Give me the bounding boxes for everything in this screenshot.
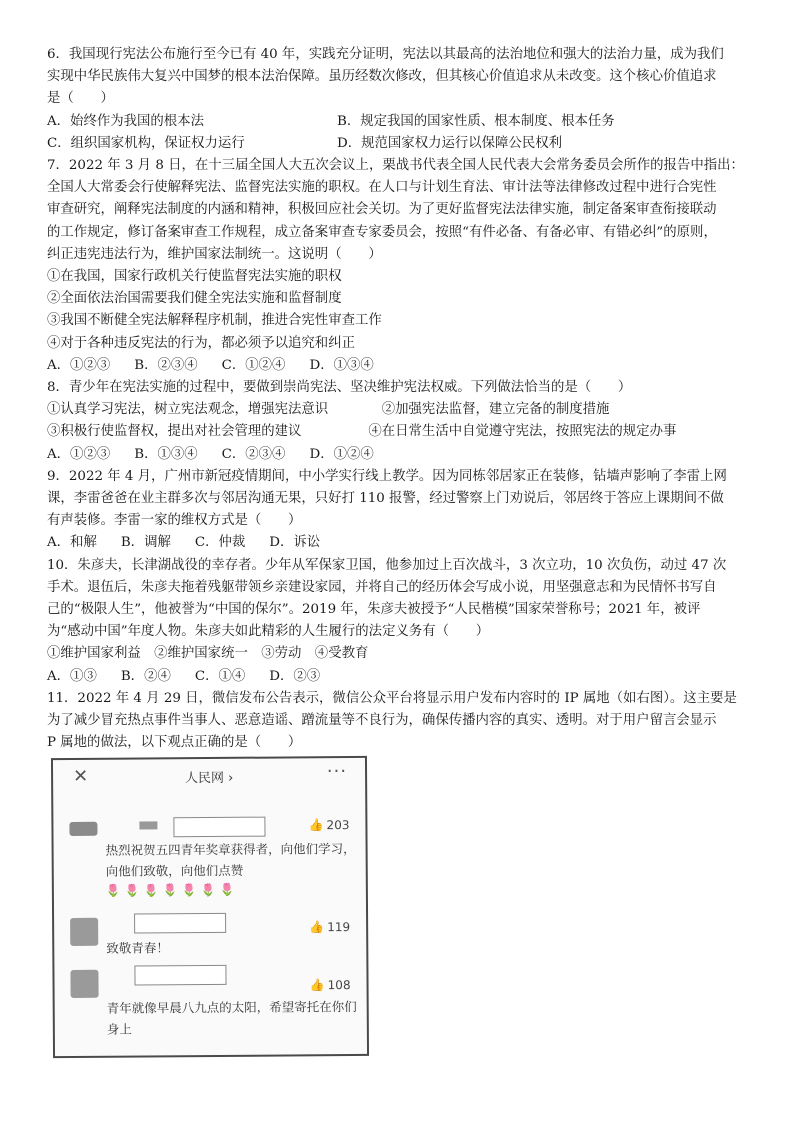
q6-line-1: 6．我国现行宪法公布施行至今已有 40 年，实践充分证明，宪法以其最高的法治地位和强大的法治力量，成为我们: [47, 47, 724, 62]
q7-line-4: 的工作规定，修订备案审查工作规程，成立备案审查专家委员会，按照“有件必备、有备必审、有错必纠”的原则，: [47, 224, 717, 240]
username-redacted: [134, 965, 226, 986]
q7-option-b: B．②③④: [134, 357, 198, 373]
q8-statements-1: ①认真学习宪法，树立宪法观念，增强宪法意识 ②加强宪法监督，建立完备的制度措施: [47, 402, 610, 418]
screenshot-title: 人民网 ›: [184, 770, 234, 787]
q9-line-3: 有声装修。李雷一家的维权方式是（ ）: [47, 513, 302, 529]
q9-option-d: D．诉讼: [269, 535, 321, 551]
q7-statement-4: ④对于各种违反宪法的行为，都必须予以追究和纠正: [47, 335, 355, 351]
comment-text: 热烈祝贺五四青年奖章获得者，向他们学习，向他们致敬，向他们点赞: [105, 840, 356, 879]
avatar: [69, 822, 97, 836]
q10-options: [47, 666, 759, 688]
q10-line-1: 10．朱彦夫，长津湖战役的幸存者。少年从军保家卫国，他参加过上百次战斗，3 次立功，10 次负伤，动过 47 次: [47, 557, 727, 573]
q9-options: [47, 532, 759, 554]
q6-option-b: B．规定我国的国家性质、根本制度、根本任务: [337, 113, 615, 129]
q7-options: [47, 355, 759, 377]
q7-statement-3: ③我国不断健全宪法解释程序机制，推进合宪性审查工作: [47, 313, 382, 329]
q6-options-row-2: [47, 133, 759, 155]
q11-line-2: 为了减少冒充热点事件当事人、恶意造谣、蹭流量等不良行为，确保传播内容的真实、透明。对于用户留言会显示: [47, 713, 717, 729]
q6-options-row-1: [47, 111, 759, 133]
q10-option-c: C．①④: [194, 668, 246, 684]
avatar: [70, 970, 98, 998]
comment-2: [54, 916, 366, 956]
q7-line-3: 审查研究，阐释宪法制度的内涵和精神，积极回应社会关切。为了更好监督宪法法律实施，制定备案审查衔接联动: [47, 202, 717, 218]
q8-options: [47, 444, 759, 466]
q6-line-3: 是（ ）: [47, 91, 114, 107]
thumb-up-icon: 👍: [308, 818, 324, 833]
q10-line-2: 手术。退伍后，朱彦夫拖着残躯带领乡亲建设家园，并将自己的经历体会写成小说，用坚强意志和为民情怀书写自: [47, 579, 717, 595]
username-redacted: [139, 821, 157, 829]
q10-option-d: D．②③: [269, 668, 321, 684]
q8-option-a: A．①②③: [47, 446, 111, 462]
q7-option-a: A．①②③: [47, 357, 111, 373]
q8-option-c: C．②③④: [221, 446, 286, 462]
q10-statements: ①维护国家利益 ②维护国家统一 ③劳动 ④受教育: [47, 646, 369, 662]
q8-option-d: D．①②④: [309, 446, 374, 462]
q11-line-1: 11．2022 年 4 月 29 日，微信发布公告表示，微信公众平台将显示用户发布内容时的 IP 属地（如右图）。这主要是: [47, 690, 737, 706]
thumb-up-icon: 👍: [309, 978, 325, 993]
like-count: 👍 203: [308, 818, 350, 833]
q8-statements-2: ③积极行使监督权，提出对社会管理的建议 ④在日常生活中自觉遵守宪法，按照宪法的规定办事: [47, 424, 677, 440]
avatar: [70, 918, 98, 946]
comment-text: 青年就像早晨八九点的太阳，希望寄托在你们身上: [106, 998, 357, 1037]
ip-location-redacted: [173, 817, 265, 838]
wechat-comments-screenshot: [51, 756, 369, 1058]
like-count: 👍 108: [309, 978, 351, 993]
q10-line-4: 为“感动中国”年度人物。朱彦夫如此精彩的人生履行的法定义务有（ ）: [47, 624, 490, 640]
thumb-up-icon: 👍: [309, 920, 325, 935]
username-redacted: [134, 913, 226, 934]
emoji-row: 🌷🌷🌷🌷🌷🌷🌷: [105, 882, 239, 898]
q7-line-1: 7．2022 年 3 月 8 日，在十三届全国人大五次会议上，栗战书代表全国人民代表大会常务委员会所作的报告中指出：: [47, 158, 744, 174]
q7-line-5: 纠正违宪违法行为，维护国家法制统一。这说明（ ）: [47, 246, 382, 262]
q9-line-2: 课，李雷爸爸在业主群多次与邻居沟通无果，只好打 110 报警，经过警察上门劝说后，邻居终于答应上课期间不做: [47, 491, 724, 507]
screenshot-header: [53, 758, 365, 794]
comment-text: 致敬青春！: [106, 940, 169, 956]
comment-3: [54, 968, 366, 1037]
q10-option-b: B．②④: [120, 668, 171, 684]
q9-option-b: B．调解: [120, 535, 171, 551]
q6-option-a: A．始终作为我国的根本法: [47, 113, 204, 129]
q10-option-a: A．①③: [47, 668, 97, 684]
q8-line-1: 8．青少年在宪法实施的过程中，要做到崇尚宪法、坚决维护宪法权威。下列做法恰当的是（ ）: [47, 380, 632, 396]
like-count: 👍 119: [309, 920, 351, 935]
q9-option-c: C．仲裁: [194, 535, 246, 551]
exam-page: [47, 44, 759, 755]
comment-1: [53, 816, 365, 898]
q6-option-c: C．组织国家机构，保证权力运行: [47, 135, 245, 151]
more-icon: ···: [326, 761, 348, 783]
q6-option-d: D．规范国家权力运行以保障公民权利: [337, 135, 562, 151]
q7-option-c: C．①②④: [221, 357, 286, 373]
q9-line-1: 9．2022 年 4 月，广州市新冠疫情期间，中小学实行线上教学。因为同栋邻居家正在装修，钻墙声影响了李雷上网: [47, 468, 727, 484]
q7-line-2: 全国人大常委会行使解释宪法、监督宪法实施的职权。在人口与计划生育法、审计法等法律修改过程中进行合宪性: [47, 180, 717, 196]
q6-line-2: 实现中华民族伟大复兴中国梦的根本法治保障。虽历经数次修改，但其核心价值追求从未改变。这个核心价值追求: [47, 69, 717, 85]
q9-option-a: A．和解: [47, 535, 97, 551]
q11-line-3: P 属地的做法，以下观点正确的是（ ）: [47, 735, 302, 751]
q8-option-b: B．①③④: [134, 446, 198, 462]
q7-statement-1: ①在我国，国家行政机关行使监督宪法实施的职权: [47, 269, 342, 285]
q10-line-3: 己的“极限人生”，他被誉为“中国的保尔”。2019 年，朱彦夫被授予“人民楷模”国家荣誉称号；2021 年，被评: [47, 602, 701, 618]
q7-statement-2: ②全面依法治国需要我们健全宪法实施和监督制度: [47, 291, 342, 307]
q7-option-d: D．①③④: [309, 357, 374, 373]
close-icon: ✕: [73, 765, 89, 787]
